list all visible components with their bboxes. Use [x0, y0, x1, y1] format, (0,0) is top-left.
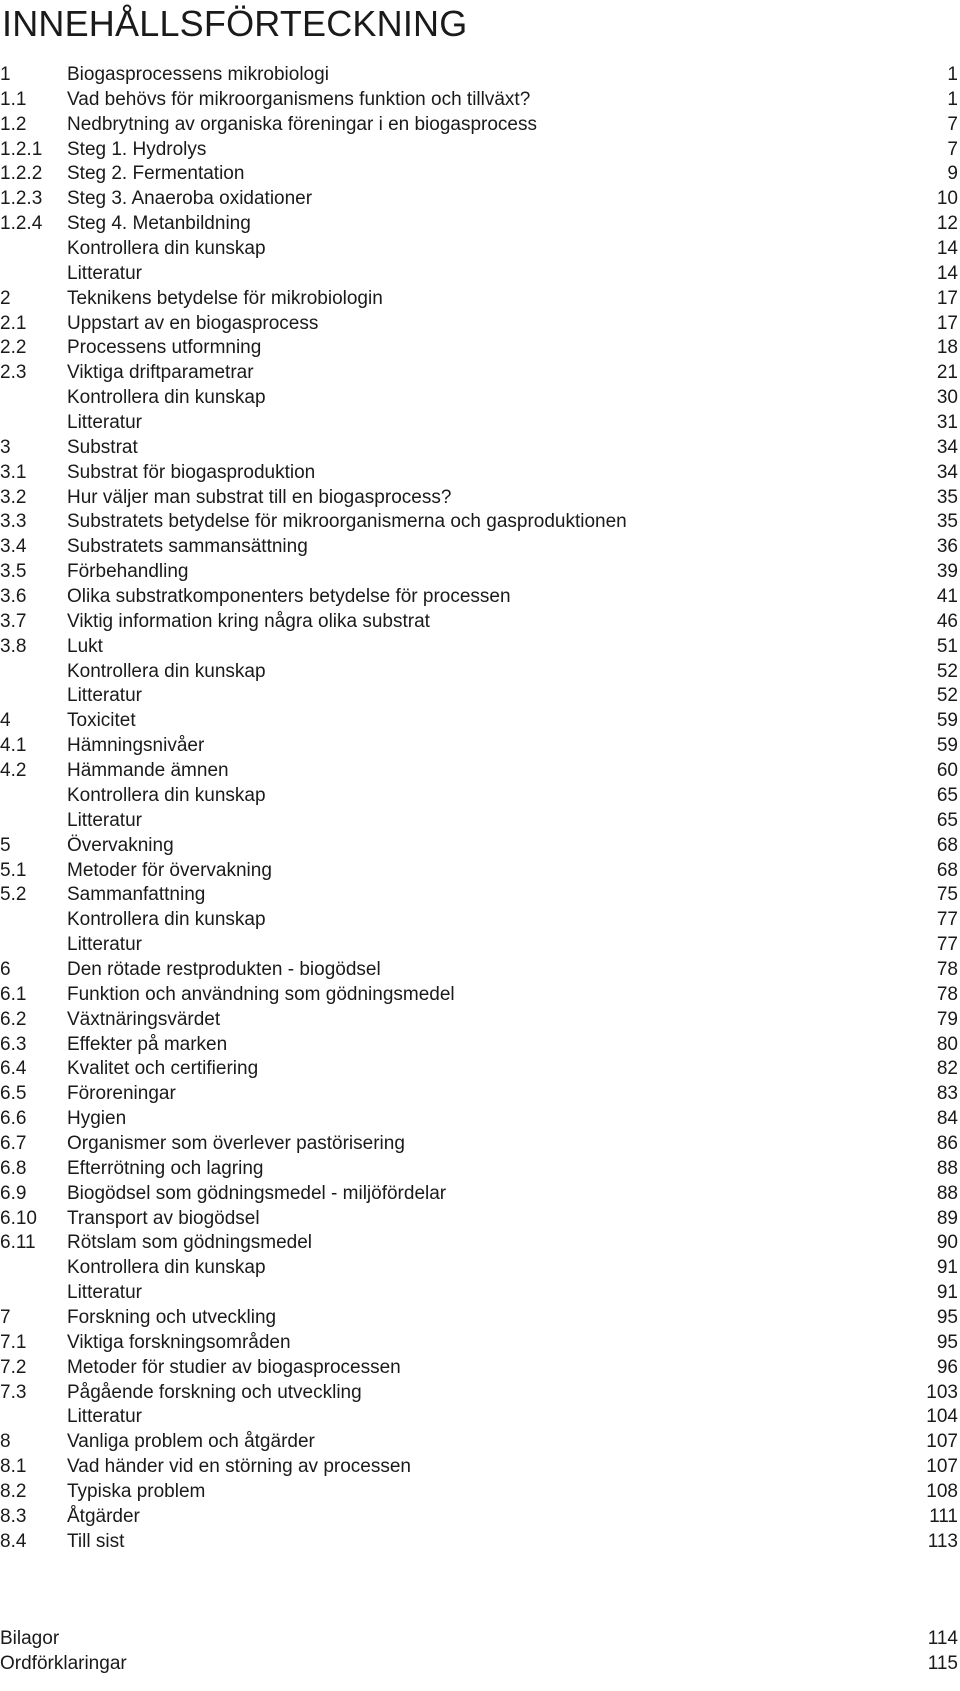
- toc-entry-title: Metoder för studier av biogasprocessen: [67, 1356, 401, 1378]
- appendix-entry-title: Bilagor: [0, 1628, 60, 1649]
- toc-entry[interactable]: [0, 1057, 958, 1082]
- toc-entry-page-number: 79: [936, 1008, 958, 1030]
- toc-entry[interactable]: [0, 1256, 958, 1281]
- toc-entry-page-number: 95: [936, 1306, 958, 1328]
- toc-entry[interactable]: [0, 1157, 958, 1182]
- toc-entry-page-number: 14: [936, 238, 958, 260]
- toc-entry[interactable]: [0, 883, 958, 908]
- toc-entry-page-number: 36: [936, 536, 958, 558]
- toc-entry-title: Organismer som överlever pastörisering: [67, 1132, 405, 1154]
- toc-entry-title: Litteratur: [67, 412, 142, 434]
- toc-entry-number: 6.6: [0, 1108, 27, 1130]
- toc-entry-number: 2: [0, 287, 11, 309]
- toc-entry-page-number: 59: [936, 710, 958, 732]
- toc-entry-page-number: 68: [936, 834, 958, 856]
- toc-entry[interactable]: [0, 933, 958, 958]
- toc-entry[interactable]: [0, 237, 958, 262]
- toc-entry[interactable]: [0, 1381, 958, 1406]
- toc-entry-title: Substrat för biogasproduktion: [67, 461, 316, 483]
- toc-entry-title: Kontrollera din kunskap: [67, 238, 266, 260]
- toc-entry-page-number: 104: [926, 1406, 958, 1428]
- toc-entry[interactable]: [0, 1430, 958, 1455]
- toc-entry-title: Metoder för övervakning: [67, 859, 272, 881]
- toc-entry-page-number: 113: [927, 1530, 958, 1552]
- toc-entry[interactable]: [0, 709, 958, 734]
- toc-entry-title: Vad behövs för mikroorganismens funktion och tillväxt?: [67, 88, 531, 110]
- toc-entry-number: 1: [0, 64, 11, 85]
- toc-entry[interactable]: [0, 162, 958, 187]
- toc-entry-title: Teknikens betydelse för mikrobiologin: [67, 287, 383, 309]
- toc-entry[interactable]: [0, 1107, 958, 1132]
- toc-entry[interactable]: [0, 486, 958, 511]
- toc-entry-page-number: 41: [936, 586, 958, 608]
- toc-entry-number: 4.2: [0, 760, 27, 782]
- toc-entry-page-number: 90: [936, 1232, 958, 1254]
- toc-entry-number: 8.4: [0, 1530, 27, 1552]
- toc-entry-page-number: 78: [936, 958, 958, 980]
- toc-entry-number: 1.1: [0, 88, 27, 110]
- toc-entry-page-number: 107: [926, 1431, 958, 1453]
- toc-entry[interactable]: [0, 983, 958, 1008]
- toc-entry-page-number: 12: [936, 213, 958, 235]
- toc-entry[interactable]: [0, 784, 958, 809]
- toc-entry-number: 8.3: [0, 1505, 27, 1527]
- toc-entry-title: Effekter på marken: [67, 1033, 228, 1055]
- toc-entry[interactable]: [0, 958, 958, 983]
- toc-entry-page-number: 51: [936, 635, 958, 657]
- toc-entry-title: Litteratur: [67, 1282, 142, 1304]
- toc-entry-number: 6.5: [0, 1083, 27, 1105]
- toc-entry-number: 5.2: [0, 884, 27, 906]
- toc-entry[interactable]: [0, 535, 958, 560]
- toc-entry-title: Sammanfattning: [67, 884, 206, 906]
- toc-entry-title: Kontrollera din kunskap: [67, 784, 266, 806]
- toc-entry-page-number: 78: [936, 983, 958, 1005]
- toc-entry-title: Steg 3. Anaeroba oxidationer: [67, 188, 313, 210]
- toc-entry-number: 7: [0, 1306, 11, 1328]
- toc-entry-page-number: 14: [936, 262, 958, 284]
- toc-entry[interactable]: [0, 1033, 958, 1058]
- appendix-entry[interactable]: [0, 1627, 958, 1652]
- toc-entry-page-number: 80: [936, 1033, 958, 1055]
- toc-entry[interactable]: [0, 113, 958, 138]
- toc-entry[interactable]: [0, 610, 958, 635]
- toc-entry-title: Toxicitet: [67, 710, 136, 732]
- toc-entry-title: Olika substratkomponenters betydelse för processen: [67, 586, 511, 608]
- toc-entry-title: Biogasprocessens mikrobiologi: [67, 64, 329, 85]
- toc-entry-number: 2.1: [0, 312, 27, 334]
- toc-entry-title: Den rötade restprodukten - biogödsel: [67, 958, 381, 980]
- toc-entry-title: Funktion och användning som gödningsmedel: [67, 983, 455, 1005]
- toc-entry-title: Kontrollera din kunskap: [67, 660, 266, 682]
- toc-entry-number: 8.2: [0, 1480, 27, 1502]
- toc-entry[interactable]: [0, 138, 958, 163]
- toc-entry-title: Hämmande ämnen: [67, 760, 229, 782]
- toc-entry[interactable]: [0, 361, 958, 386]
- toc-entry-number: 3.5: [0, 561, 27, 583]
- toc-entry-title: Efterrötning och lagring: [67, 1157, 264, 1179]
- appendix-entry[interactable]: [0, 1652, 958, 1677]
- toc-entry-page-number: 35: [936, 486, 958, 508]
- toc-entry[interactable]: [0, 1132, 958, 1157]
- toc-entry[interactable]: [0, 386, 958, 411]
- toc-entry-page-number: 31: [936, 412, 958, 434]
- toc-entry[interactable]: [0, 1505, 958, 1530]
- toc-entry-title: Processens utformning: [67, 337, 262, 359]
- toc-entry-title: Rötslam som gödningsmedel: [67, 1232, 313, 1254]
- toc-entry-title: Växtnäringsvärdet: [67, 1008, 221, 1030]
- toc-entry-title: Substrat: [67, 436, 138, 458]
- toc-entry-page-number: 96: [936, 1356, 958, 1378]
- toc-entry[interactable]: [0, 262, 958, 287]
- toc-entry-number: 4: [0, 710, 11, 732]
- appendix-entry-title: Ordförklaringar: [0, 1652, 127, 1674]
- toc-entry-title: Hur väljer man substrat till en biogasprocess?: [67, 486, 452, 508]
- toc-entry-title: Kontrollera din kunskap: [67, 387, 266, 409]
- toc-entry[interactable]: [0, 63, 958, 88]
- toc-entry-page-number: 17: [936, 312, 958, 334]
- toc-entry-page-number: 95: [936, 1331, 958, 1353]
- toc-entry[interactable]: [0, 834, 958, 859]
- toc-entry-page-number: 52: [936, 685, 958, 707]
- toc-entry-page-number: 52: [936, 660, 958, 682]
- toc-entry-page-number: 17: [936, 287, 958, 309]
- appendix-entry-page-number: 114: [927, 1628, 958, 1649]
- toc-entry[interactable]: [0, 1231, 958, 1256]
- toc-list: [0, 63, 958, 1555]
- toc-entry-page-number: 107: [926, 1456, 958, 1478]
- toc-entry-title: Litteratur: [67, 685, 142, 707]
- toc-entry[interactable]: [0, 1356, 958, 1381]
- toc-entry-title: Transport av biogödsel: [67, 1207, 260, 1229]
- toc-entry-page-number: 65: [936, 809, 958, 831]
- toc-entry-title: Steg 2. Fermentation: [67, 163, 245, 185]
- toc-entry[interactable]: [0, 1008, 958, 1033]
- toc-entry-title: Substratets betydelse för mikroorganismerna och gasproduktionen: [67, 511, 627, 533]
- toc-entry[interactable]: [0, 759, 958, 784]
- toc-entry-title: Typiska problem: [67, 1480, 206, 1502]
- toc-entry-page-number: 59: [936, 735, 958, 757]
- toc-entry-number: 2.3: [0, 362, 27, 384]
- toc-entry-number: 5: [0, 834, 11, 856]
- toc-entry-number: 3.8: [0, 635, 27, 657]
- toc-entry[interactable]: [0, 660, 958, 685]
- toc-entry-page-number: 111: [929, 1505, 958, 1527]
- toc-entry[interactable]: [0, 1480, 958, 1505]
- toc-entry-title: Viktig information kring några olika substrat: [67, 610, 430, 632]
- toc-entry-title: Steg 1. Hydrolys: [67, 138, 207, 160]
- toc-entry-number: 1.2: [0, 113, 27, 135]
- toc-entry-number: 5.1: [0, 859, 27, 881]
- toc-entry-title: Vanliga problem och åtgärder: [67, 1431, 315, 1453]
- toc-entry-number: 2.2: [0, 337, 27, 359]
- toc-entry-page-number: 39: [936, 561, 958, 583]
- toc-entry[interactable]: [0, 1455, 958, 1480]
- toc-entry-title: Kvalitet och certifiering: [67, 1058, 259, 1080]
- toc-entry-title: Biogödsel som gödningsmedel - miljöfördelar: [67, 1182, 447, 1204]
- toc-entry-number: 3: [0, 436, 11, 458]
- toc-entry-number: 8.1: [0, 1456, 27, 1478]
- toc-entry-title: Uppstart av en biogasprocess: [67, 312, 319, 334]
- toc-entry[interactable]: [0, 336, 958, 361]
- toc-entry-title: Åtgärder: [67, 1505, 140, 1527]
- toc-entry-page-number: 34: [936, 461, 958, 483]
- toc-entry-page-number: 77: [936, 909, 958, 931]
- toc-entry-page-number: 88: [936, 1157, 958, 1179]
- toc-entry-page-number: 1: [947, 64, 958, 85]
- toc-entry-title: Viktiga forskningsområden: [67, 1331, 291, 1353]
- toc-entry[interactable]: [0, 411, 958, 436]
- toc-entry-number: 6.2: [0, 1008, 27, 1030]
- toc-entry-page-number: 83: [936, 1083, 958, 1105]
- toc-entry-number: 3.6: [0, 586, 27, 608]
- toc-entry[interactable]: [0, 585, 958, 610]
- toc-entry-page-number: 35: [936, 511, 958, 533]
- toc-entry-title: Kontrollera din kunskap: [67, 1257, 266, 1279]
- toc-entry[interactable]: [0, 1207, 958, 1232]
- toc-entry[interactable]: [0, 88, 958, 113]
- toc-entry-number: 1.2.2: [0, 163, 43, 185]
- toc-entry-number: 6.7: [0, 1132, 27, 1154]
- toc-entry-number: 3.2: [0, 486, 27, 508]
- toc-entry-title: Substratets sammansättning: [67, 536, 308, 558]
- toc-entry-number: 1.2.4: [0, 213, 43, 235]
- toc-entry-number: 6: [0, 958, 11, 980]
- toc-entry-title: Litteratur: [67, 934, 142, 956]
- toc-entry-page-number: 60: [936, 760, 958, 782]
- toc-entry[interactable]: [0, 1306, 958, 1331]
- toc-entry-page-number: 103: [926, 1381, 958, 1403]
- toc-entry-number: 3.1: [0, 461, 27, 483]
- toc-entry-number: 6.8: [0, 1157, 27, 1179]
- toc-entry-page-number: 1: [947, 88, 958, 110]
- toc-entry-page-number: 91: [936, 1257, 958, 1279]
- toc-entry[interactable]: [0, 560, 958, 585]
- toc-entry-number: 1.2.1: [0, 138, 43, 160]
- toc-entry-page-number: 82: [936, 1058, 958, 1080]
- toc-entry-title: Pågående forskning och utveckling: [67, 1381, 362, 1403]
- toc-entry-number: 1.2.3: [0, 188, 43, 210]
- toc-entry[interactable]: [0, 187, 958, 212]
- toc-entry-title: Föroreningar: [67, 1083, 176, 1105]
- appendix-entry-page-number: 115: [927, 1652, 958, 1674]
- toc-entry-title: Förbehandling: [67, 561, 189, 583]
- appendix-list: [0, 1627, 958, 1677]
- toc-entry-page-number: 34: [936, 436, 958, 458]
- toc-entry-number: 7.1: [0, 1331, 27, 1353]
- toc-entry-title: Hygien: [67, 1108, 127, 1130]
- toc-entry[interactable]: [0, 436, 958, 461]
- toc-entry-page-number: 30: [936, 387, 958, 409]
- toc-entry-title: Hämningsnivåer: [67, 735, 205, 757]
- toc-entry[interactable]: [0, 635, 958, 660]
- toc-entry-title: Steg 4. Metanbildning: [67, 213, 251, 235]
- toc-entry[interactable]: [0, 212, 958, 237]
- toc-entry-title: Övervakning: [67, 834, 174, 856]
- toc-entry-title: Litteratur: [67, 1406, 142, 1428]
- toc-entry-number: 4.1: [0, 735, 27, 757]
- toc-entry-page-number: 86: [936, 1132, 958, 1154]
- toc-entry[interactable]: [0, 287, 958, 312]
- toc-entry[interactable]: [0, 461, 958, 486]
- toc-entry[interactable]: [0, 734, 958, 759]
- toc-entry-page-number: 7: [947, 113, 958, 135]
- toc-entry[interactable]: [0, 1331, 958, 1356]
- toc-entry[interactable]: [0, 684, 958, 709]
- toc-entry-number: 6.11: [0, 1232, 36, 1254]
- toc-entry-number: 6.9: [0, 1182, 27, 1204]
- toc-entry-number: 6.1: [0, 983, 27, 1005]
- toc-entry-page-number: 65: [936, 784, 958, 806]
- toc-entry[interactable]: [0, 1530, 958, 1555]
- page-title: INNEHÅLLSFÖRTECKNING: [2, 3, 468, 44]
- toc-entry[interactable]: [0, 859, 958, 884]
- toc-entry-page-number: 7: [947, 138, 958, 160]
- toc-entry-number: 3.7: [0, 610, 27, 632]
- toc-entry-title: Forskning och utveckling: [67, 1306, 277, 1328]
- toc-entry-number: 6.3: [0, 1033, 27, 1055]
- toc-entry-number: 6.10: [0, 1207, 37, 1229]
- toc-entry-page-number: 89: [936, 1207, 958, 1229]
- toc-entry-number: 7.2: [0, 1356, 27, 1378]
- toc-entry[interactable]: [0, 1405, 958, 1430]
- toc-entry-page-number: 46: [936, 610, 958, 632]
- toc-entry-page-number: 10: [936, 188, 958, 210]
- toc-entry[interactable]: [0, 312, 958, 337]
- toc-entry-title: Kontrollera din kunskap: [67, 909, 266, 931]
- toc-entry-page-number: 91: [936, 1282, 958, 1304]
- toc-entry-page-number: 68: [936, 859, 958, 881]
- toc-entry[interactable]: [0, 908, 958, 933]
- toc-entry-title: Viktiga driftparametrar: [67, 362, 254, 384]
- toc-entry-page-number: 9: [947, 163, 958, 185]
- toc-entry-title: Litteratur: [67, 262, 142, 284]
- toc-entry-number: 6.4: [0, 1058, 27, 1080]
- toc-entry[interactable]: [0, 1082, 958, 1107]
- toc-entry-page-number: 21: [936, 362, 958, 384]
- toc-entry-page-number: 108: [926, 1480, 958, 1502]
- toc-entry-page-number: 84: [936, 1108, 958, 1130]
- toc-entry[interactable]: [0, 1281, 958, 1306]
- toc-entry[interactable]: [0, 1182, 958, 1207]
- toc-entry-page-number: 88: [936, 1182, 958, 1204]
- toc-entry-number: 3.3: [0, 511, 27, 533]
- toc-entry[interactable]: [0, 809, 958, 834]
- toc-entry-page-number: 77: [936, 934, 958, 956]
- toc-entry-number: 7.3: [0, 1381, 27, 1403]
- toc-entry-page-number: 75: [936, 884, 958, 906]
- toc-entry[interactable]: [0, 510, 958, 535]
- toc-entry-title: Till sist: [67, 1530, 125, 1552]
- toc-entry-title: Litteratur: [67, 809, 142, 831]
- toc-entry-title: Nedbrytning av organiska föreningar i en biogasprocess: [67, 113, 537, 135]
- toc-entry-number: 8: [0, 1431, 11, 1453]
- toc-entry-page-number: 18: [936, 337, 958, 359]
- toc-entry-number: 3.4: [0, 536, 27, 558]
- toc-entry-title: Vad händer vid en störning av processen: [67, 1456, 411, 1478]
- toc-entry-title: Lukt: [67, 635, 103, 657]
